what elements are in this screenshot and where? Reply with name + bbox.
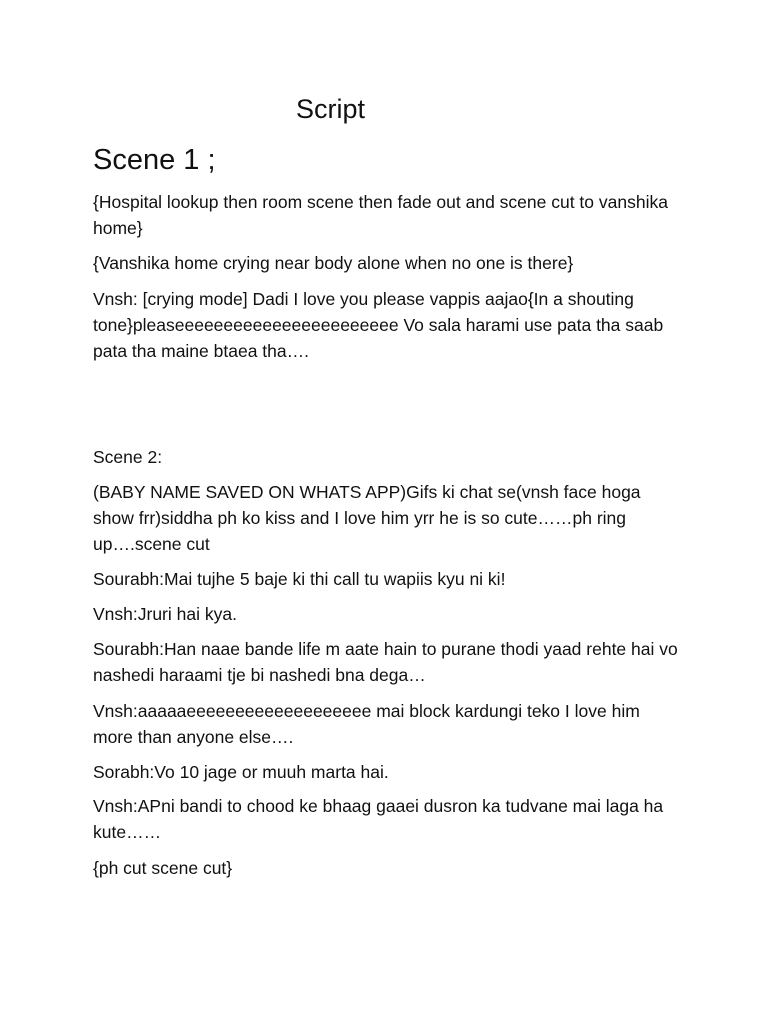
scene-2-paragraph: Vnsh:APni bandi to chood ke bhaag gaaei dusron ka tudvane mai laga ha kute……	[93, 796, 664, 842]
scene-1-heading: Scene 1 ;	[93, 144, 216, 176]
scene-2-paragraph: (BABY NAME SAVED ON WHATS APP)Gifs ki chat se(vnsh face hoga show frr)siddha ph ko kiss and I love him yrr he is so cute……ph ring up….scene cut	[93, 482, 641, 554]
scene-2-paragraph: Vnsh:Jruri hai kya.	[93, 604, 237, 624]
document-title: Script	[296, 94, 366, 124]
scene-2-paragraph: Vnsh:aaaaaeeeeeeeeeeeeeeeeeee mai block kardungi teko I love him more than anyone else….	[93, 701, 640, 747]
scene-2-heading: Scene 2:	[93, 447, 163, 467]
scene-1-paragraph: {Vanshika home crying near body alone when no one is there}	[93, 253, 574, 273]
scene-1-paragraph: {Hospital lookup then room scene then fade out and scene cut to vanshika home}	[93, 192, 668, 238]
scene-1-paragraph: Vnsh: [crying mode] Dadi I love you please vappis aajao{In a shouting tone}pleaseeeeeeeeeeeeeeeeeeeeeee Vo sala harami use pata tha saab pata tha maine btaea tha….	[93, 289, 664, 361]
scene-2-paragraph: Sorabh:Vo 10 jage or muuh marta hai.	[93, 762, 389, 782]
scene-2-paragraph: {ph cut scene cut}	[93, 858, 233, 878]
scene-2-paragraph: Sourabh:Mai tujhe 5 baje ki thi call tu wapiis kyu ni ki!	[93, 569, 506, 589]
scene-2-paragraph: Sourabh:Han naae bande life m aate hain to purane thodi yaad rehte hai vo nashedi haraami tje bi nashedi bna dega…	[93, 639, 678, 685]
